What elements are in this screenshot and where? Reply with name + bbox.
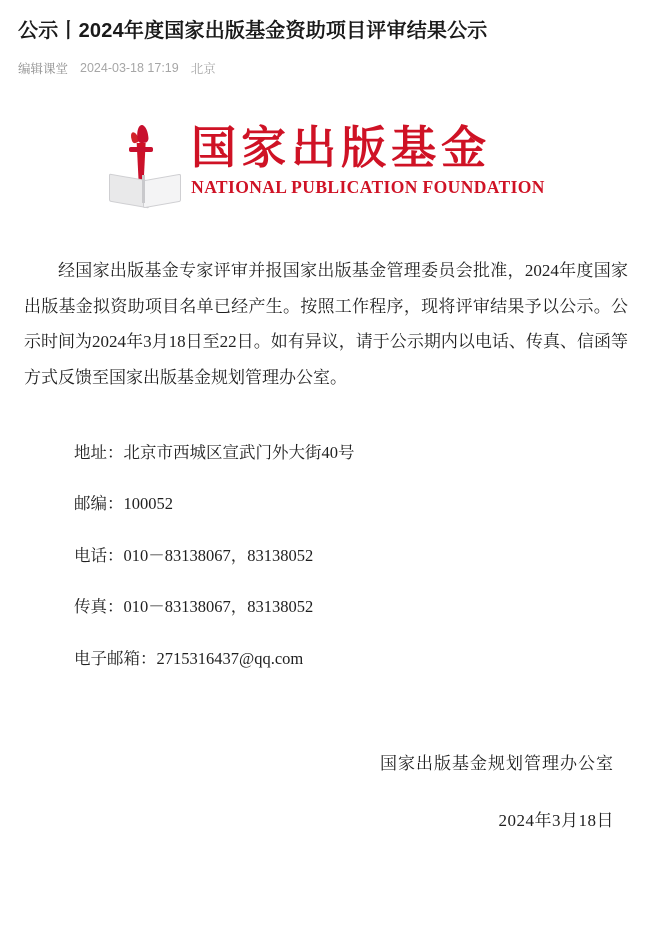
contact-address: 地址：北京市西城区宣武门外大街40号 [74,442,355,462]
foundation-logo [18,123,634,209]
contact-phone: 电话：010－83138067，83138052 [74,545,314,565]
meta-timestamp: 2024-03-18 17:19 [80,61,179,75]
meta-location: 北京 [190,62,216,76]
logo-english-name: NATIONAL PUBLICATION FOUNDATION [191,176,545,197]
signature-date: 2024年3月18日 [498,810,614,830]
logo-chinese-name: 国家出版基金 [191,123,492,173]
page-title: 公示丨2024年度国家出版基金资助项目评审结果公示 [18,20,488,42]
logo-text [191,123,545,198]
meta-source: 编辑课堂 [18,62,69,76]
article-meta [18,59,634,77]
contact-block [18,440,634,672]
announcement-paragraph: 经国家出版基金专家评审并报国家出版基金管理委员会批准，2024年度国家出版基金拟资助项目名单已经产生。按照工作程序，现将评审结果予以公示。公示时间为2024年3月18日至22日。如有异议，请于公示期内以电话、传真、信函等方式反馈至国家出版基金规划管理办公室。 [24,261,628,388]
signature-block [18,750,634,834]
torch-book-emblem-icon [107,123,181,209]
logo-inner [107,123,545,209]
contact-fax: 传真：010－83138067，83138052 [74,597,314,617]
signature-organization: 国家出版基金规划管理办公室 [380,753,614,773]
contact-email: 电子邮箱：2715316437@qq.com [74,649,304,668]
contact-postcode: 邮编：100052 [74,494,173,514]
